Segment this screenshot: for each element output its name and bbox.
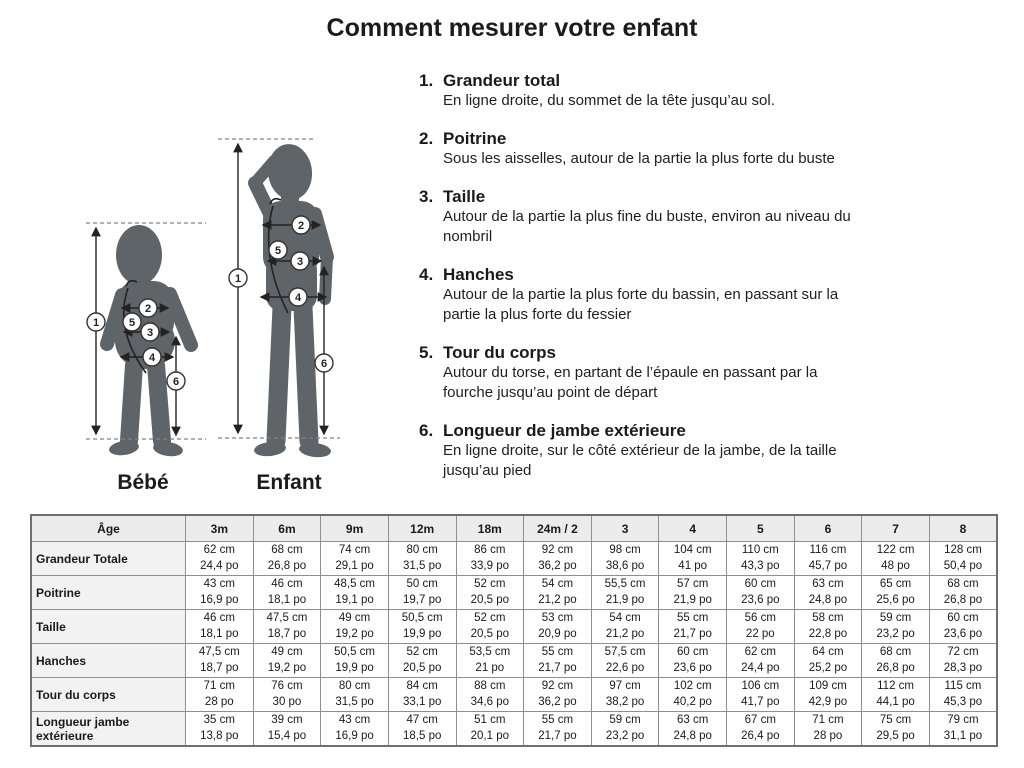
instruction-number: 4.: [419, 265, 434, 284]
instruction-title: Poitrine: [443, 129, 507, 148]
measure-po: 24,4 po: [200, 559, 239, 572]
measure-po: 23,2 po: [876, 627, 915, 640]
measure-po: 45,3 po: [943, 695, 983, 708]
measure-cell: [794, 542, 862, 576]
measure-cm: 64 cm: [812, 646, 844, 658]
measure-cell: [659, 712, 727, 747]
measure-po: 21,7 po: [673, 627, 712, 640]
measure-cell: [591, 712, 659, 747]
measure-cell: [388, 678, 456, 712]
measure-cm: 49 cm: [271, 646, 303, 658]
measure-po: 20,5 po: [403, 661, 442, 674]
instruction-title: Tour du corps: [443, 343, 557, 362]
measure-cm: 92 cm: [541, 680, 574, 692]
measure-cell: [321, 542, 389, 576]
measure-cell: [862, 644, 930, 678]
measure-cell: [186, 712, 254, 747]
measure-po: 28,3 po: [943, 661, 983, 674]
measure-cell: [727, 678, 795, 712]
measure-cm: 67 cm: [744, 714, 776, 726]
measure-po: 26,8 po: [943, 593, 983, 606]
measure-cm: 102 cm: [673, 680, 712, 692]
measure-cm: 55 cm: [541, 646, 574, 658]
baby-marker-1: [87, 313, 105, 331]
measure-cm: 47 cm: [406, 714, 438, 726]
measure-cm: 53,5 cm: [469, 646, 511, 658]
measure-po: 41 po: [678, 559, 708, 572]
measure-cell: [862, 712, 930, 747]
svg-text:5: 5: [128, 316, 136, 329]
measure-cell: [862, 678, 930, 712]
measure-cm: 54 cm: [609, 612, 641, 624]
baby-marker-4: [143, 348, 161, 366]
svg-text:3: 3: [296, 255, 304, 268]
measure-po: 44,1 po: [876, 695, 915, 708]
measure-cm: 63 cm: [812, 578, 844, 590]
measure-cm: 57 cm: [677, 578, 709, 590]
col-header-size: 4: [659, 515, 727, 542]
baby-figure-label: Bébé: [117, 471, 169, 494]
measure-po: 43,3 po: [741, 559, 780, 572]
instruction-body: Autour du torse, en partant de l’épaule en passant par la fourche jusqu’au point de départ: [443, 364, 818, 401]
measure-po: 19,2 po: [267, 661, 307, 674]
measure-po: 36,2 po: [538, 559, 577, 572]
instruction-body: Sous les aisselles, autour de la partie la plus forte du buste: [443, 150, 835, 167]
measure-cell: [929, 610, 997, 644]
measure-po: 21 po: [475, 661, 505, 674]
measure-cell: [388, 576, 456, 610]
measure-cm: 56 cm: [744, 612, 776, 624]
measure-po: 20,9 po: [538, 627, 577, 640]
measure-cell: [388, 712, 456, 747]
measure-cm: 106 cm: [741, 680, 780, 692]
instruction-body: Autour de la partie la plus fine du buste, environ au niveau du nombril: [443, 208, 851, 245]
measure-cm: 80 cm: [406, 544, 438, 556]
table-row: [31, 542, 997, 576]
measure-cm: 55,5 cm: [604, 578, 646, 590]
measure-cell: [524, 610, 592, 644]
svg-text:4: 4: [148, 351, 156, 364]
measure-po: 22,8 po: [808, 627, 848, 640]
measure-cm: 51 cm: [474, 714, 506, 726]
child-marker-4: [289, 288, 307, 306]
measure-cell: [794, 644, 862, 678]
col-header-size: 18m: [456, 515, 524, 542]
measure-po: 20,5 po: [470, 593, 509, 606]
measure-cm: 84 cm: [406, 680, 438, 692]
page-title: Comment mesurer votre enfant: [326, 14, 698, 42]
measure-cm: 60 cm: [744, 578, 776, 590]
measure-cell: [524, 644, 592, 678]
instruction-number: 6.: [419, 421, 434, 440]
measure-cm: 115 cm: [944, 680, 982, 692]
measure-cm: 59 cm: [609, 714, 641, 726]
measure-cell: [456, 644, 524, 678]
col-header-size: 3: [591, 515, 659, 542]
measure-po: 48 po: [881, 559, 910, 572]
measure-cm: 65 cm: [879, 578, 912, 590]
measure-cm: 60 cm: [677, 646, 709, 658]
measure-po: 38,6 po: [605, 559, 645, 572]
col-header-size: 5: [727, 515, 795, 542]
row-label: Poitrine: [31, 576, 186, 610]
col-header-size: 6m: [253, 515, 321, 542]
measure-cm: 35 cm: [203, 714, 235, 726]
measure-po: 28 po: [813, 729, 843, 742]
measure-po: 24,8 po: [673, 729, 712, 742]
child-marker-6: [315, 354, 333, 372]
measure-po: 16,9 po: [335, 729, 374, 742]
measure-cell: [186, 610, 254, 644]
instruction-taille: [419, 186, 855, 247]
measure-cm: 49 cm: [338, 612, 371, 624]
measure-cm: 128 cm: [944, 544, 982, 556]
measure-cell: [591, 678, 659, 712]
measure-cell: [862, 576, 930, 610]
measure-cell: [253, 576, 321, 610]
instruction-number: 2.: [419, 129, 434, 148]
measure-po: 41,7 po: [741, 695, 780, 708]
measure-po: 28 po: [204, 695, 234, 708]
measure-cm: 60 cm: [947, 612, 979, 624]
size-table-header: [31, 515, 997, 542]
measure-po: 24,4 po: [741, 661, 780, 674]
measure-cell: [456, 678, 524, 712]
child-marker-1: [229, 269, 247, 287]
child-marker-2: [292, 216, 310, 234]
svg-text:6: 6: [320, 357, 328, 370]
measure-po: 31,5 po: [335, 695, 374, 708]
measure-po: 15,4 po: [267, 729, 307, 742]
instruction-number: 3.: [419, 187, 434, 206]
measure-po: 42,9 po: [808, 695, 848, 708]
measure-cm: 39 cm: [271, 714, 303, 726]
measure-po: 25,2 po: [808, 661, 848, 674]
measure-cell: [253, 712, 321, 747]
measure-cell: [186, 678, 254, 712]
measure-cm: 58 cm: [812, 612, 844, 624]
measure-cell: [186, 644, 254, 678]
measure-cm: 52 cm: [474, 578, 506, 590]
measure-cell: [862, 610, 930, 644]
row-label: Grandeur Totale: [31, 542, 186, 576]
measure-cell: [321, 644, 389, 678]
baby-marker-2: [139, 299, 157, 317]
table-row: [31, 576, 997, 610]
measure-cell: [929, 644, 997, 678]
measure-po: 25,6 po: [876, 593, 915, 606]
svg-text:2: 2: [144, 302, 152, 315]
measure-po: 18,1 po: [200, 627, 239, 640]
measure-cell: [591, 576, 659, 610]
measure-cell: [456, 576, 524, 610]
measure-cm: 62 cm: [744, 646, 776, 658]
col-header-size: 24m / 2: [524, 515, 592, 542]
measure-cm: 46 cm: [203, 612, 235, 624]
instruction-hanches: [419, 264, 855, 325]
measure-cell: [186, 542, 254, 576]
col-header-size: 3m: [186, 515, 254, 542]
col-header-age: Âge: [31, 515, 186, 542]
measure-po: 21,7 po: [538, 661, 577, 674]
instructions-list: [419, 70, 855, 498]
measure-po: 21,7 po: [538, 729, 577, 742]
measure-po: 23,6 po: [741, 593, 780, 606]
measure-po: 19,9 po: [335, 661, 374, 674]
measure-cell: [727, 644, 795, 678]
measure-cell: [794, 576, 862, 610]
measure-po: 50,4 po: [943, 559, 983, 572]
measure-cell: [929, 542, 997, 576]
measure-cell: [929, 712, 997, 747]
measure-po: 21,2 po: [605, 627, 645, 640]
measure-cm: 68 cm: [879, 646, 912, 658]
measure-cell: [253, 610, 321, 644]
measure-cm: 88 cm: [474, 680, 506, 692]
measure-po: 30 po: [272, 695, 302, 708]
measure-po: 19,7 po: [403, 593, 442, 606]
measure-cell: [727, 712, 795, 747]
instruction-title: Taille: [443, 187, 486, 206]
measure-cm: 112 cm: [877, 680, 914, 692]
row-label: Tour du corps: [31, 678, 186, 712]
measure-po: 20,5 po: [470, 627, 509, 640]
measure-cm: 68 cm: [947, 578, 979, 590]
measure-cm: 92 cm: [541, 544, 574, 556]
svg-text:6: 6: [172, 375, 180, 388]
instruction-longueur-jambe: [419, 420, 855, 481]
measure-cell: [524, 576, 592, 610]
svg-text:3: 3: [146, 326, 154, 339]
measure-cm: 47,5 cm: [266, 612, 308, 624]
baby-marker-5: [123, 313, 141, 331]
measure-cell: [591, 542, 659, 576]
measure-cell: [659, 576, 727, 610]
baby-marker-3: [141, 323, 159, 341]
measure-cm: 122 cm: [876, 544, 915, 556]
measure-cm: 46 cm: [271, 578, 303, 590]
measure-cm: 47,5 cm: [198, 646, 240, 658]
measure-cell: [727, 542, 795, 576]
measure-cm: 50 cm: [406, 578, 438, 590]
measure-po: 29,5 po: [876, 729, 915, 742]
measure-cell: [659, 542, 727, 576]
measure-po: 20,1 po: [470, 729, 509, 742]
measure-cell: [524, 542, 592, 576]
instruction-tour-du-corps: [419, 342, 855, 403]
measure-po: 38,2 po: [605, 695, 645, 708]
measure-cm: 54 cm: [541, 578, 574, 590]
measure-cell: [659, 610, 727, 644]
svg-text:1: 1: [92, 316, 100, 329]
measure-po: 36,2 po: [538, 695, 577, 708]
instruction-title: Longueur de jambe extérieure: [443, 421, 686, 440]
measure-po: 22,6 po: [605, 661, 645, 674]
measure-cell: [659, 644, 727, 678]
measure-cell: [524, 712, 592, 747]
measure-cell: [591, 644, 659, 678]
row-label: Hanches: [31, 644, 186, 678]
measure-cm: 63 cm: [677, 714, 709, 726]
measure-cell: [727, 576, 795, 610]
measure-cell: [794, 678, 862, 712]
measure-cm: 52 cm: [406, 646, 438, 658]
measurement-figures: [60, 115, 420, 495]
measure-cm: 68 cm: [271, 544, 303, 556]
size-table: [30, 514, 998, 747]
measure-po: 29,1 po: [335, 559, 374, 572]
measure-cell: [388, 644, 456, 678]
table-row: [31, 644, 997, 678]
measure-cell: [524, 678, 592, 712]
measure-cell: [862, 542, 930, 576]
measure-po: 23,6 po: [673, 661, 712, 674]
table-row: [31, 712, 997, 747]
measure-cm: 48,5 cm: [334, 578, 376, 590]
instruction-body: En ligne droite, du sommet de la tête jusqu’au sol.: [443, 92, 775, 109]
measure-po: 23,6 po: [943, 627, 983, 640]
instruction-number: 5.: [419, 343, 434, 362]
measure-cell: [253, 542, 321, 576]
measure-po: 19,1 po: [335, 593, 374, 606]
measure-cm: 104 cm: [673, 544, 712, 556]
col-header-size: 8: [929, 515, 997, 542]
measure-cm: 98 cm: [609, 544, 641, 556]
instruction-number: 1.: [419, 71, 434, 90]
instruction-body: En ligne droite, sur le côté extérieur de la jambe, de la taille jusqu’au pied: [443, 442, 837, 479]
measure-cell: [456, 542, 524, 576]
measure-cm: 53 cm: [541, 612, 574, 624]
row-label: Longueur jambe extérieure: [31, 712, 186, 747]
child-figure-label: Enfant: [256, 471, 322, 494]
svg-text:4: 4: [294, 291, 302, 304]
measure-po: 19,2 po: [335, 627, 374, 640]
measure-cell: [456, 712, 524, 747]
measure-cm: 109 cm: [809, 680, 847, 692]
measure-cell: [253, 644, 321, 678]
measure-po: 33,9 po: [470, 559, 509, 572]
measure-po: 34,6 po: [470, 695, 509, 708]
figures-illustration: [60, 115, 420, 495]
col-header-size: 9m: [321, 515, 389, 542]
measure-cm: 79 cm: [947, 714, 979, 726]
instruction-title: Grandeur total: [443, 71, 561, 90]
measure-cm: 110 cm: [741, 544, 779, 556]
measure-po: 23,2 po: [605, 729, 645, 742]
measure-po: 24,8 po: [808, 593, 848, 606]
instruction-title: Hanches: [443, 265, 514, 284]
measure-cm: 43 cm: [338, 714, 371, 726]
measure-cell: [929, 576, 997, 610]
instruction-poitrine: [419, 128, 855, 169]
measure-cm: 57,5 cm: [604, 646, 646, 658]
measure-cm: 55 cm: [677, 612, 709, 624]
measure-po: 22 po: [745, 627, 775, 640]
table-row: [31, 610, 997, 644]
col-header-size: 7: [862, 515, 930, 542]
measure-cm: 71 cm: [812, 714, 844, 726]
measure-po: 18,7 po: [267, 627, 307, 640]
measure-cell: [591, 610, 659, 644]
measure-po: 26,8 po: [267, 559, 307, 572]
row-label: Taille: [31, 610, 186, 644]
measure-cell: [321, 712, 389, 747]
measure-cm: 59 cm: [879, 612, 912, 624]
measure-cell: [659, 678, 727, 712]
measure-po: 33,1 po: [403, 695, 442, 708]
measure-po: 21,9 po: [605, 593, 645, 606]
svg-text:1: 1: [234, 272, 242, 285]
instruction-body: Autour de la partie la plus forte du bassin, en passant sur la partie la plus forte du fessier: [443, 286, 839, 323]
measure-po: 19,9 po: [403, 627, 442, 640]
measure-cm: 72 cm: [947, 646, 979, 658]
measure-po: 13,8 po: [200, 729, 239, 742]
measure-cm: 52 cm: [474, 612, 506, 624]
measure-cm: 76 cm: [271, 680, 303, 692]
measure-po: 31,5 po: [403, 559, 442, 572]
svg-text:2: 2: [297, 219, 305, 232]
measure-po: 21,2 po: [538, 593, 577, 606]
measure-cell: [727, 610, 795, 644]
instruction-grandeur-total: [419, 70, 855, 111]
measure-po: 21,9 po: [673, 593, 712, 606]
child-marker-5: [269, 241, 287, 259]
measure-po: 16,9 po: [200, 593, 239, 606]
measure-cm: 86 cm: [474, 544, 506, 556]
measure-cell: [388, 542, 456, 576]
measure-cm: 55 cm: [541, 714, 574, 726]
measure-cell: [456, 610, 524, 644]
measure-cell: [794, 712, 862, 747]
measure-cm: 50,5 cm: [334, 646, 376, 658]
table-row: [31, 678, 997, 712]
measure-cell: [321, 610, 389, 644]
measure-cell: [929, 678, 997, 712]
measure-cm: 71 cm: [203, 680, 235, 692]
child-marker-3: [291, 252, 309, 270]
measure-po: 31,1 po: [943, 729, 983, 742]
measure-cell: [321, 576, 389, 610]
measure-cm: 43 cm: [203, 578, 235, 590]
col-header-size: 6: [794, 515, 862, 542]
measure-po: 40,2 po: [673, 695, 712, 708]
measure-cm: 74 cm: [338, 544, 371, 556]
measure-cm: 75 cm: [879, 714, 912, 726]
measure-cm: 62 cm: [203, 544, 235, 556]
measure-cell: [253, 678, 321, 712]
measure-cell: [321, 678, 389, 712]
col-header-size: 12m: [388, 515, 456, 542]
measure-po: 18,7 po: [200, 661, 239, 674]
measure-cell: [186, 576, 254, 610]
measure-cm: 80 cm: [338, 680, 371, 692]
measure-cell: [388, 610, 456, 644]
baby-marker-6: [167, 372, 185, 390]
measure-cm: 116 cm: [809, 544, 847, 556]
measure-po: 18,5 po: [403, 729, 442, 742]
measure-cm: 50,5 cm: [401, 612, 443, 624]
measure-cell: [794, 610, 862, 644]
svg-text:5: 5: [274, 244, 282, 257]
measure-po: 18,1 po: [267, 593, 307, 606]
measure-cm: 97 cm: [609, 680, 641, 692]
measure-po: 26,8 po: [876, 661, 915, 674]
measure-po: 26,4 po: [741, 729, 780, 742]
measure-po: 45,7 po: [808, 559, 848, 572]
